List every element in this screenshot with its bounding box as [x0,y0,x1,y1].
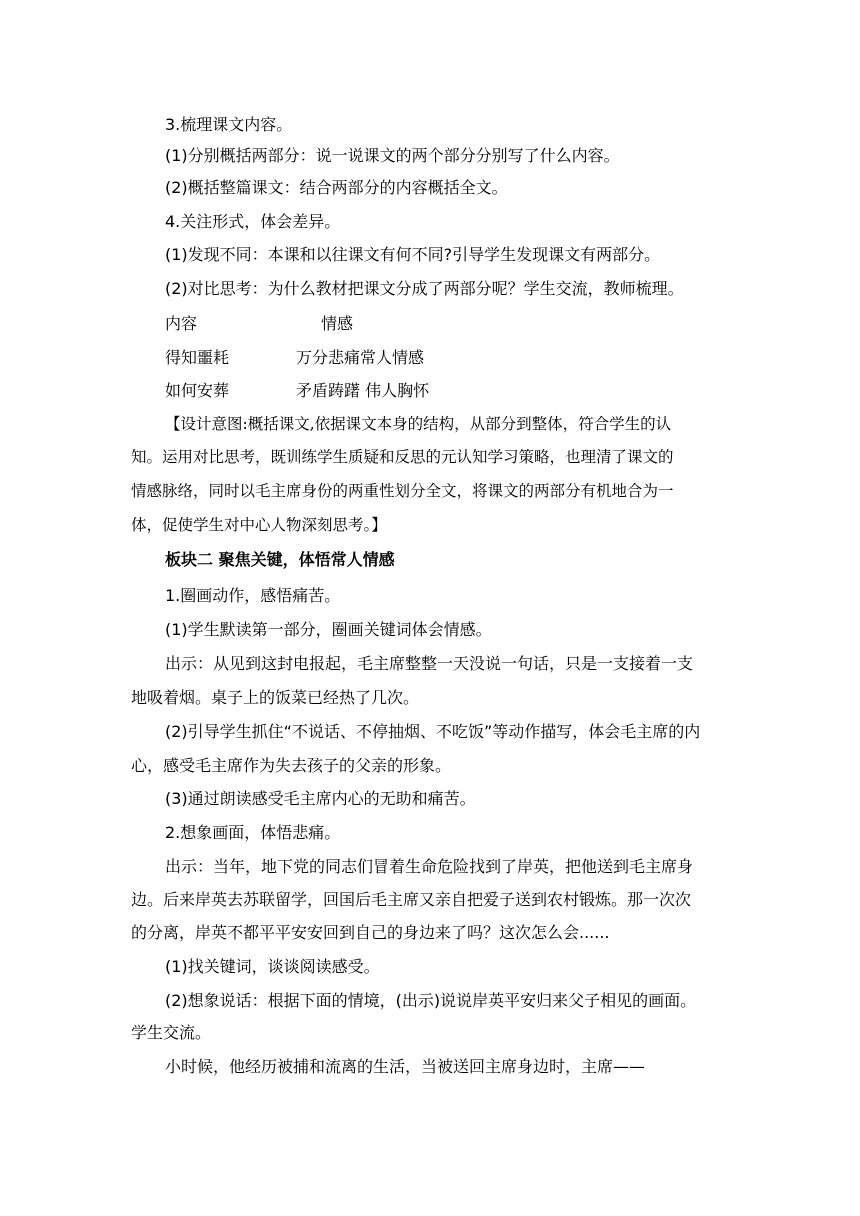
design-intent-note: 知。运用对比思考，既训练学生质疑和反思的元认知学习策略，也理清了课文的 [131,448,674,466]
design-intent-note: 体，促使学生对中心人物深刻思考。】 [131,516,387,534]
paragraph: (1)学生默读第一部分，圈画关键词体会情感。 [165,620,492,639]
section-heading: 4.关注形式，体会差异。 [165,212,341,231]
paragraph: 的分离，岸英不都平平安安回到自己的身边来了吗？这次怎么会...... [131,923,610,942]
paragraph: (2)对比思考：为什么教材把课文分成了两部分呢？学生交流，教师梳理。 [165,279,684,298]
paragraph: 学生交流。 [131,1023,212,1042]
paragraph: (1)找关键词，谈谈阅读感受。 [165,957,380,976]
design-intent-note: 情感脉络，同时以毛主席身份的两重性划分全文，将课文的两部分有机地合为一 [131,482,674,500]
section-heading: 2.想象画面，体悟悲痛。 [165,823,341,842]
paragraph: 出示：从见到这封电报起，毛主席整整一天没说一句话，只是一支接着一支 [165,654,694,673]
section-heading: 3.梳理课文内容。 [165,115,293,134]
paragraph: 心，感受毛主席作为失去孩子的父亲的形象。 [131,756,452,775]
table-header-content: 内容 [165,314,198,333]
table-cell: 万分悲痛常人情感 [296,348,425,367]
table-cell: 得知噩耗 [165,348,230,367]
paragraph: 地吸着烟。桌子上的饭菜已经热了几次。 [131,688,420,707]
paragraph: 出示：当年，地下党的同志们冒着生命危险找到了岸英，把他送到毛主席身 [165,857,694,876]
paragraph: (3)通过朗读感受毛主席内心的无助和痛苦。 [165,789,476,808]
paragraph: 小时候，他经历被捕和流离的生活，当被送回主席身边时，主席—— [165,1057,646,1076]
paragraph: (2)引导学生抓住“不说话、不停抽烟、不吃饭”等动作描写，体会毛主席的内 [165,722,701,741]
module-heading: 板块二 聚焦关键，体悟常人情感 [165,550,395,569]
paragraph: (1)发现不同：本课和以往课文有何不同?引导学生发现课文有两部分。 [165,245,661,264]
section-heading: 1.圈画动作，感悟痛苦。 [165,586,341,605]
paragraph: 边。后来岸英去苏联留学，回国后毛主席又亲自把爱子送到农村锻炼。那一次次 [131,890,692,909]
table-cell: 矛盾踌躇 伟人胸怀 [296,381,430,400]
table-header-emotion: 情感 [321,314,354,333]
paragraph: (1)分别概括两部分：说一说课文的两个部分分别写了什么内容。 [165,146,620,165]
design-intent-note: 【设计意图:概括课文,依据课文本身的结构，从部分到整体，符合学生的认 [165,415,672,433]
table-cell: 如何安葬 [165,381,230,400]
paragraph: (2)概括整篇课文：结合两部分的内容概括全文。 [165,178,508,197]
paragraph: (2)想象说话：根据下面的情境，(出示)说说岸英平安归来父子相见的画面。 [165,991,697,1010]
